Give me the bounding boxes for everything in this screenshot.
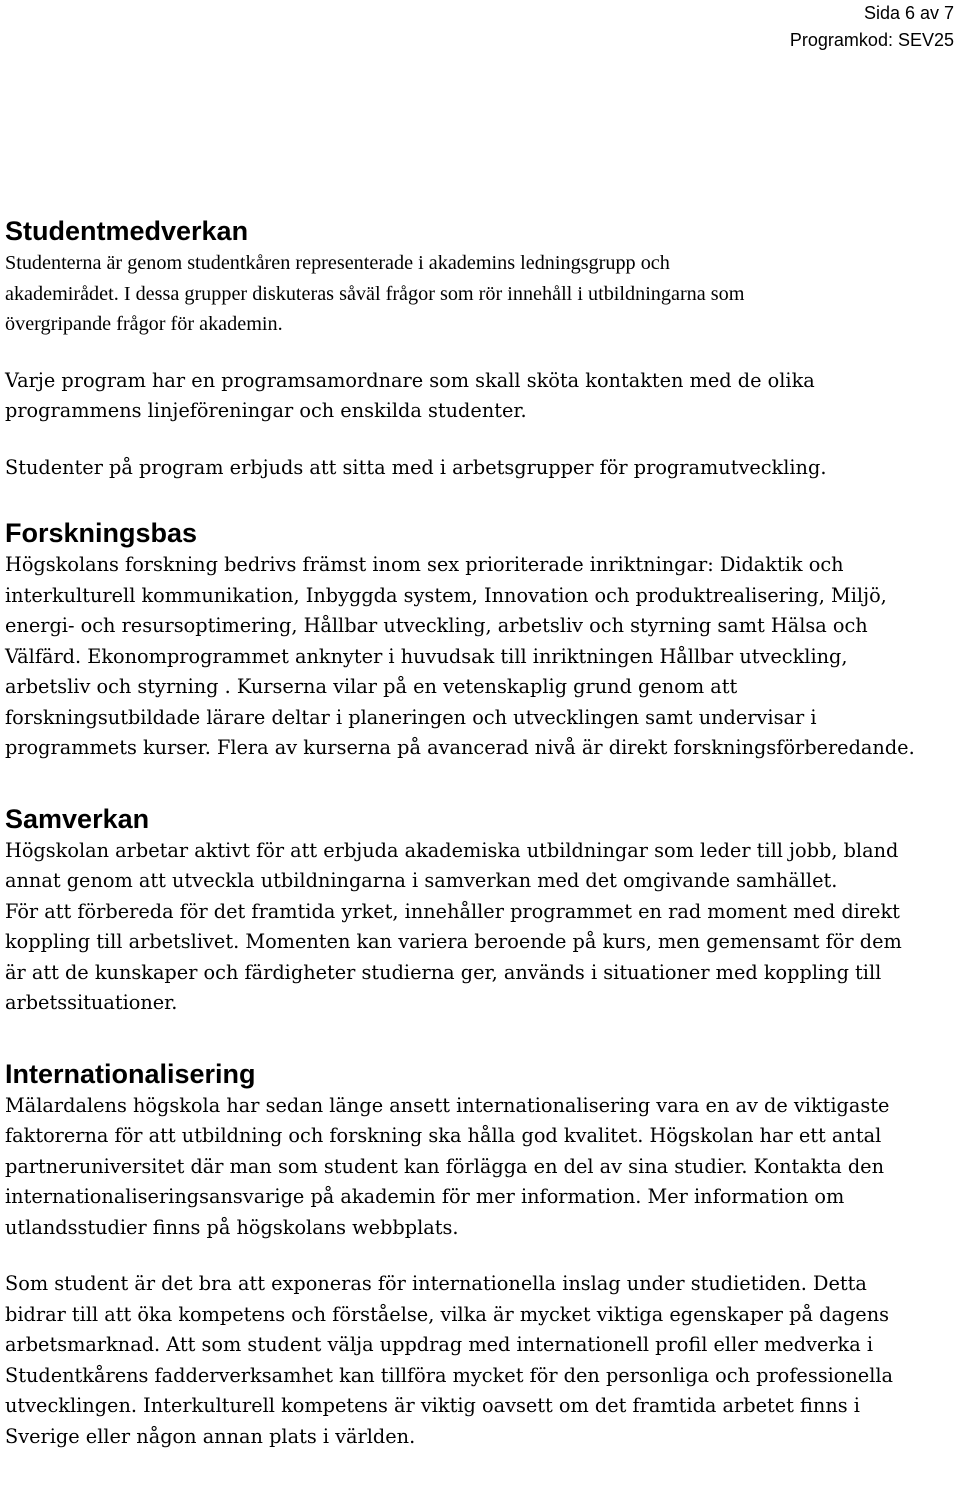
paragraph	[5, 836, 960, 1019]
text-line: koppling till arbetslivet. Momenten kan variera beroende på kurs, men gemensamt för dem	[5, 930, 902, 953]
paragraph	[5, 1269, 960, 1452]
text-line: Studenter på program erbjuds att sitta med i arbetsgrupper för programutveckling.	[5, 455, 827, 479]
text-line: Högskolans forskning bedrivs främst inom sex prioriterade inriktningar: Didaktik och	[5, 553, 844, 576]
text-line: bidrar till att öka kompetens och förståelse, vilka är mycket viktiga egenskaper på dagens	[5, 1302, 890, 1326]
section-studentmedverkan	[5, 214, 960, 483]
section-heading: Internationalisering	[5, 1058, 256, 1089]
text-line: Varje program har en programsamordnare som skall sköta kontakten med de olika	[5, 368, 815, 392]
text-line: Sverige eller någon annan plats i världen.	[5, 1424, 416, 1448]
section-samverkan	[5, 802, 960, 1019]
page-number: Sida 6 av 7	[863, 3, 954, 23]
text-line: Välfärd. Ekonomprogrammet anknyter i huvudsak till inriktningen Hållbar utveckling,	[5, 644, 848, 668]
text-line: interkulturell kommunikation, Inbyggda system, Innovation och produktrealisering, Miljö,	[5, 583, 887, 607]
text-line: utvecklingen. Interkulturell kompetens är viktig oavsett om det framtida arbetet finns i	[5, 1394, 860, 1417]
text-line: arbetsmarknad. Att som student välja uppdrag med internationell profil eller medverka i	[5, 1333, 874, 1356]
page-header	[790, 0, 954, 54]
paragraph	[5, 453, 960, 484]
program-code: Programkod: SEV25	[789, 30, 954, 50]
document-body	[5, 214, 960, 1452]
section-heading: Studentmedverkan	[5, 216, 249, 246]
text-line: programmets kurser. Flera av kurserna på avancerad nivå är direkt forskningsförberedande.	[5, 736, 915, 759]
paragraph	[5, 366, 960, 427]
paragraph	[5, 248, 960, 340]
section-forskningsbas	[5, 516, 960, 764]
text-line: arbetsliv och styrning . Kurserna vilar på en vetenskaplig grund genom att	[5, 675, 738, 698]
section-heading: Forskningsbas	[5, 518, 198, 548]
text-line: annat genom att utveckla utbildningarna i samverkan med det omgivande samhället.	[5, 869, 838, 892]
text-line: är att de kunskaper och färdigheter studierna ger, används i situationer med koppling till	[5, 960, 882, 984]
section-heading: Samverkan	[5, 803, 150, 834]
text-line: partneruniversitet där man som student kan förlägga en del av sina studier. Kontakta den	[5, 1154, 885, 1178]
text-line: energi- och resursoptimering, Hållbar utveckling, arbetsliv och styrning samt Hälsa och	[5, 614, 868, 637]
text-line: Studentkårens fadderverksamhet kan tillföra mycket för den personliga och professionella	[5, 1363, 894, 1387]
text-line: Mälardalens högskola har sedan länge ansett internationalisering vara en av de viktigaste	[5, 1093, 890, 1117]
text-line: Som student är det bra att exponeras för internationella inslag under studietiden. Detta	[5, 1272, 867, 1295]
paragraph	[5, 550, 960, 764]
text-line: akademirådet. I dessa grupper diskuteras såväl frågor som rör innehåll i utbildningarna som	[5, 282, 745, 305]
text-line: forskningsutbildade lärare deltar i planeringen och utvecklingen samt undervisar i	[5, 705, 817, 729]
paragraph	[5, 1091, 960, 1244]
text-line: arbetssituationer.	[5, 991, 178, 1014]
text-line: programmens linjeföreningar och enskilda studenter.	[5, 399, 527, 422]
text-line: Studenterna är genom studentkåren representerade i akademins ledningsgrupp och	[5, 252, 670, 274]
text-line: utlandsstudier finns på högskolans webbplats.	[5, 1215, 459, 1239]
text-line: Högskolan arbetar aktivt för att erbjuda akademiska utbildningar som leder till jobb, bland	[5, 838, 899, 862]
text-line: övergripande frågor för akademin.	[5, 313, 283, 335]
text-line: internationaliseringsansvarige på akademin för mer information. Mer information om	[5, 1185, 845, 1208]
text-line: faktorerna för att utbildning och forskning ska hålla god kvalitet. Högskolan har ett antal	[5, 1124, 882, 1147]
text-line: För att förbereda för det framtida yrket, innehåller programmet en rad moment med direkt	[5, 899, 900, 923]
section-internationalisering	[5, 1057, 960, 1453]
